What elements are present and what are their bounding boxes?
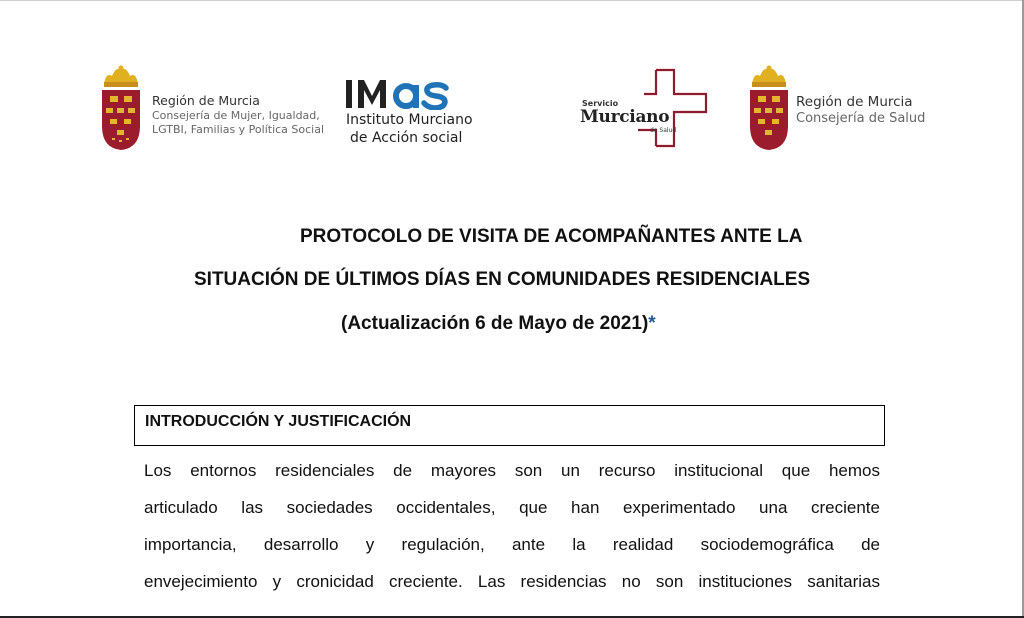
region-murcia-mujer-logo <box>98 64 328 154</box>
title-asterisk: * <box>648 313 656 334</box>
section-heading-box <box>134 405 885 446</box>
section-heading: INTRODUCCIÓN Y JUSTIFICACIÓN <box>145 413 412 430</box>
region-murcia-shield-icon <box>746 64 792 154</box>
body-line-2: articulado las sociedades occidentales, que han experimentado una creciente <box>144 498 880 517</box>
document-title-line-3 <box>341 313 656 335</box>
sms-servicio-text: Servicio <box>582 99 619 108</box>
document-title-line-1: PROTOCOLO DE VISITA DE ACOMPAÑANTES ANTE LA <box>300 226 803 247</box>
sms-salud-text: de Salud <box>650 127 677 134</box>
body-line-1: Los entornos residenciales de mayores son un recurso institucional que hemos <box>144 461 880 480</box>
page-edge-top <box>0 0 1024 1</box>
imas-line-1: Instituto Murciano <box>346 112 473 128</box>
logo-right-sub: Consejería de Salud <box>796 111 926 126</box>
region-murcia-shield-icon <box>98 64 144 154</box>
title-update-date: (Actualización 6 de Mayo de 2021) <box>341 313 649 334</box>
logo-left-sub-line-1: Consejería de Mujer, Igualdad, <box>152 109 320 122</box>
region-murcia-salud-logo <box>746 64 946 154</box>
logo-right-name: Región de Murcia <box>796 94 913 110</box>
logo-left-sub-line-2: LGTBI, Familias y Política Social <box>152 123 325 136</box>
servicio-murciano-salud-logo <box>578 66 718 152</box>
body-line-3: importancia, desarrollo y regulación, ante la realidad sociodemográfica de <box>144 535 880 554</box>
imas-logo <box>344 74 494 154</box>
imas-line-2: de Acción social <box>350 130 463 146</box>
logo-left-name: Región de Murcia <box>152 93 260 108</box>
body-paragraph <box>144 457 880 605</box>
body-line-4: envejecimiento y cronicidad creciente. Las residencias no son instituciones sanitarias <box>144 572 880 591</box>
sms-murciano-text: Murciano <box>580 107 670 127</box>
document-title-line-2: SITUACIÓN DE ÚLTIMOS DÍAS EN COMUNIDADES RESIDENCIALES <box>194 269 811 290</box>
imas-wordmark-icon <box>344 74 476 110</box>
